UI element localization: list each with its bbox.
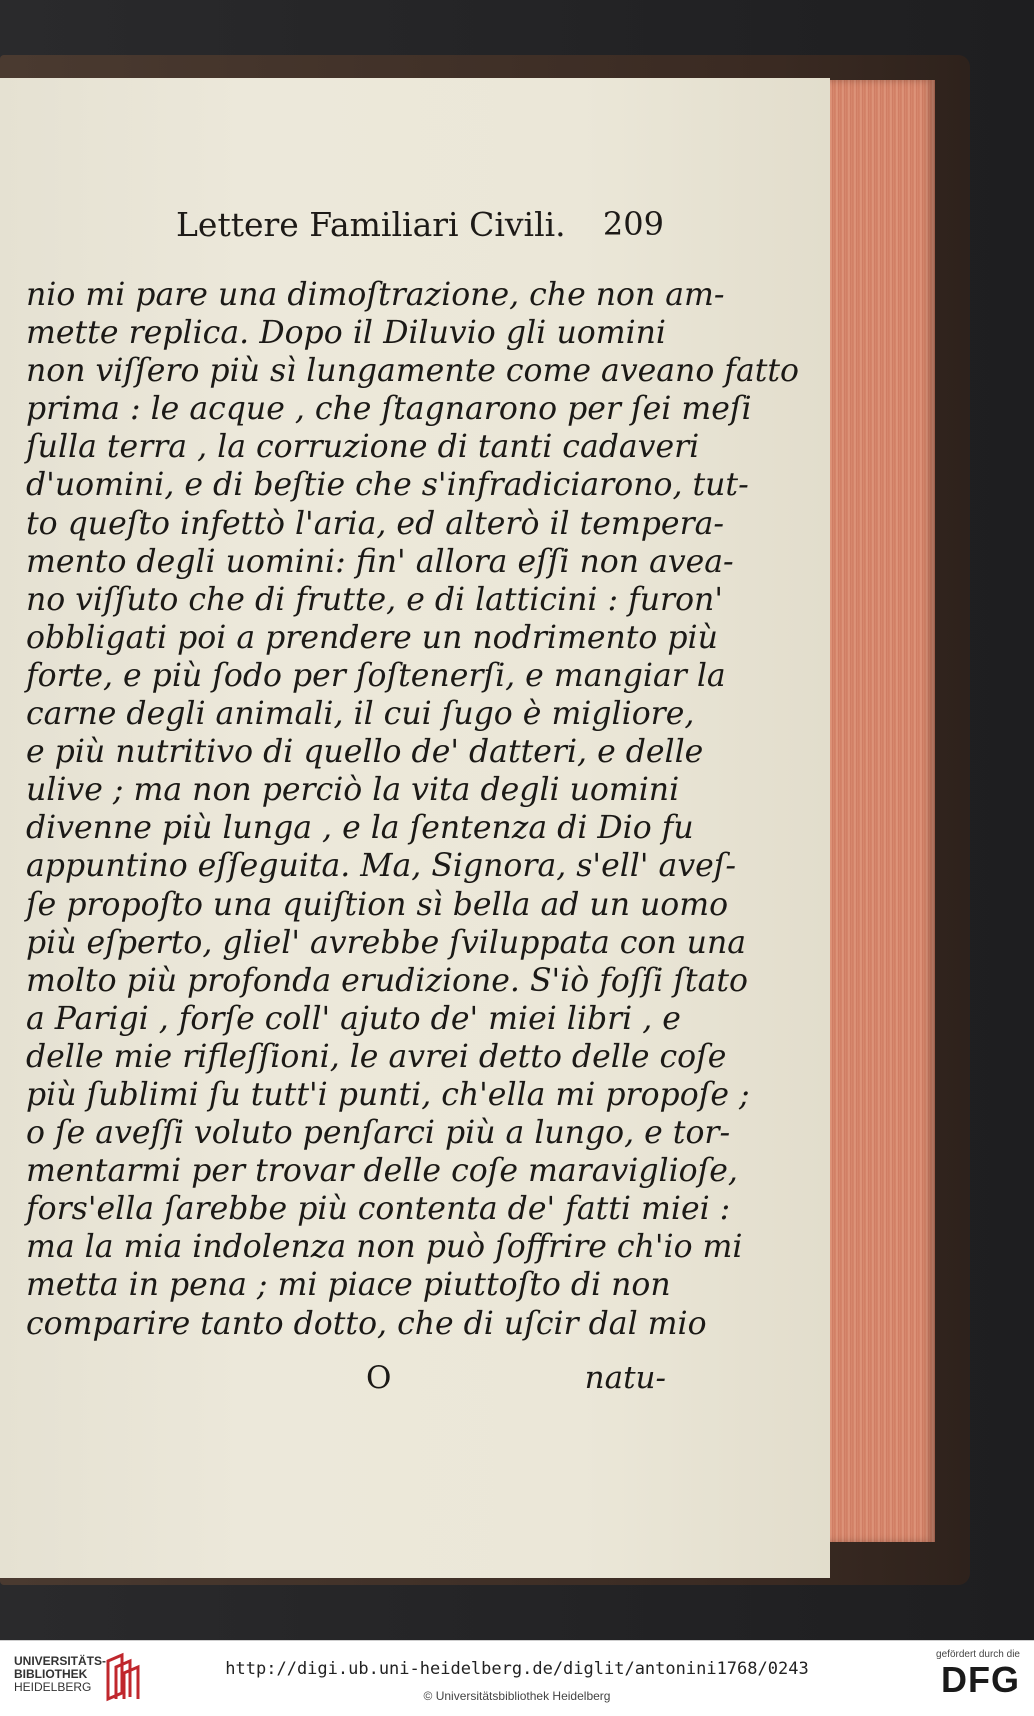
viewer-footer	[0, 1640, 1034, 1716]
text-line: ma la mia indolenza non può ſoffrire ch'io mi	[26, 1229, 743, 1266]
text-line: prima : le acque , che ſtagnarono per ſei meſi	[26, 391, 752, 428]
text-line: fors'ella ſarebbe più contenta de' fatti miei :	[26, 1191, 731, 1228]
copyright-notice: © Universitätsbibliothek Heidelberg	[423, 1689, 611, 1703]
text-line: molto più profonda erudizione. S'iò foſſi ſtato	[26, 962, 748, 999]
text-line: carne degli animali, il cui ſugo è migliore,	[26, 696, 695, 733]
text-line: metta in pena ; mi piace piuttoſto di non	[26, 1267, 671, 1304]
catchword: natu-	[584, 1360, 666, 1396]
text-line: più ſublimi ſu tutt'i punti, ch'ella mi propoſe ;	[26, 1076, 750, 1113]
text-line: nio mi pare una dimoſtrazione, che non am-	[26, 277, 725, 313]
text-line: no viſſuto che di frutte, e di latticini : furon'	[26, 581, 723, 618]
text-line: ulive ; ma non perciò la vita degli uomini	[26, 772, 680, 809]
text-line: ſe propoſto una quiſtion sì bella ad un uomo	[26, 886, 729, 923]
library-name-line1: UNIVERSITÄTS-	[14, 1654, 107, 1668]
library-name-line2: BIBLIOTHEK	[14, 1667, 88, 1681]
body-text	[26, 276, 800, 1343]
text-line: mette replica. Dopo il Diluvio gli uomini	[26, 315, 666, 352]
sponsor-block	[890, 1649, 1020, 1700]
text-line: mento degli uomini: fin' allora eſſi non avea-	[26, 543, 734, 580]
text-line: a Parigi , forſe coll' ajuto de' miei libri , e	[26, 1000, 681, 1037]
library-name-line3: HEIDELBERG	[14, 1680, 92, 1694]
text-line: obbligati poi a prendere un nodrimento più	[26, 619, 718, 656]
text-line: to queſto infettò l'aria, ed alterò il tempera-	[26, 505, 725, 542]
text-line: forte, e più ſodo per ſoſtenerſi, e mangiar la	[26, 657, 726, 694]
sponsor-label: gefördert durch die	[936, 1649, 1020, 1660]
signature-mark: O	[366, 1360, 392, 1396]
text-line: d'uomini, e di beſtie che s'infradiciarono, tut-	[26, 467, 749, 504]
permalink-url[interactable]: http://digi.ub.uni-heidelberg.de/diglit/antonini1768/0243	[225, 1659, 809, 1679]
text-line: comparire tanto dotto, che di uſcir dal mio	[26, 1305, 707, 1342]
text-line: o ſe aveſſi voluto penſarci più a lungo, e tor-	[26, 1115, 731, 1152]
text-line: appuntino eſſeguita. Ma, Signora, s'ell' aveſ-	[26, 848, 737, 885]
text-line: mentarmi per trovar delle coſe maraviglioſe,	[26, 1153, 738, 1190]
text-line: e più nutritivo di quello de' datteri, e delle	[26, 734, 704, 771]
text-line: ſulla terra , la corruzione di tanti cadaveri	[26, 429, 700, 466]
text-line: divenne più lunga , e la ſentenza di Dio fu	[26, 810, 694, 847]
text-line: più eſperto, gliel' avrebbe ſviluppata con una	[26, 924, 747, 961]
page-number: 209	[602, 205, 664, 243]
text-line: non viſſero più sì lungamente come aveano fatto	[26, 353, 800, 390]
catch-line	[26, 1360, 666, 1400]
text-line: delle mie rifleſſioni, le avrei detto delle coſe	[26, 1038, 727, 1075]
dfg-logo: DFG	[941, 1659, 1020, 1700]
page-block-edge	[825, 80, 935, 1542]
running-head-title: Lettere Familiari Civili.	[176, 205, 566, 244]
